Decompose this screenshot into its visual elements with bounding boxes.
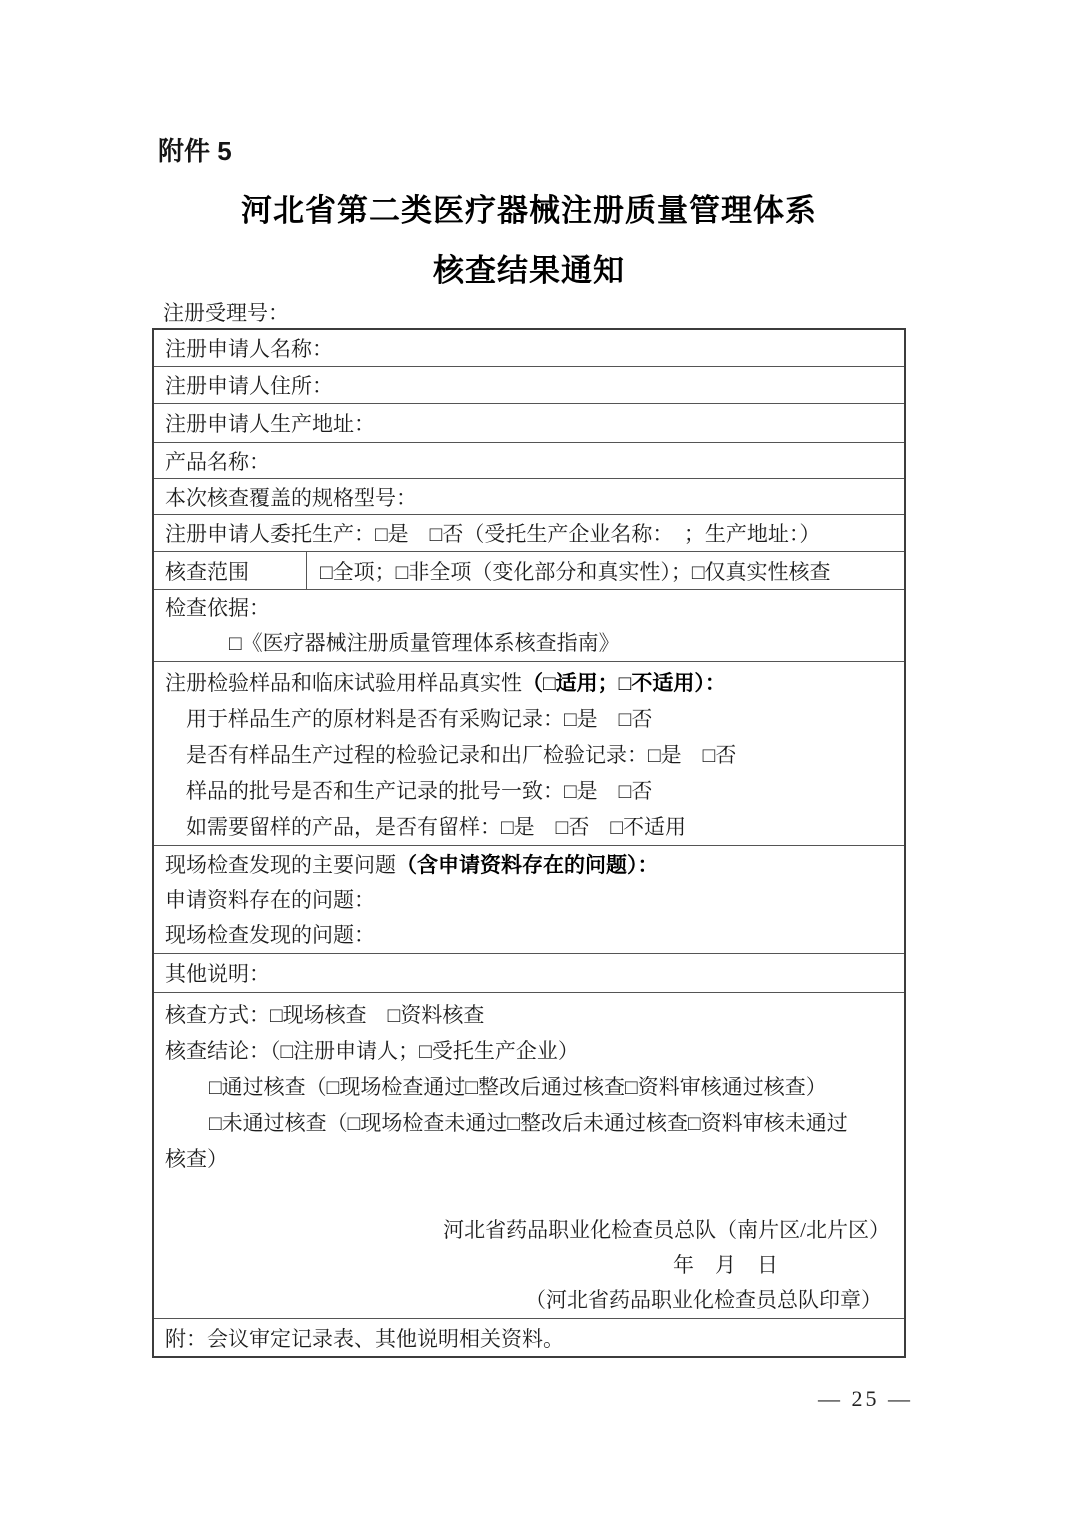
entrusted-production-label: 注册申请人委托生产：□是 □否（受托生产企业名称： ；生产地址：） [165,522,821,546]
document-title-line1: 河北省第二类医疗器械注册质量管理体系 [241,193,817,228]
signer-organization: 河北省药品职业化检查员总队（南片区/北片区） [443,1218,890,1242]
scope-label-cell [154,552,307,589]
official-seal-note: （河北省药品职业化检查员总队印章） [525,1288,882,1312]
conclusion-subject-line: 核查结论：（□注册申请人；□受托生产企业） [165,1039,579,1063]
sample-auth-line-batch-match: 样品的批号是否和生产记录的批号一致：□是 □否 [186,779,653,803]
applicant-address-label: 注册申请人住所： [165,374,333,398]
sample-auth-line-retained-samples: 如需要留样的产品，是否有留样：□是 □否 □不适用 [186,815,687,839]
document-title-line2: 核查结果通知 [433,253,625,288]
sample-auth-options: （□适用；□不适用） [522,671,705,695]
conclusion-pass-line: □通过核查（□现场检查通过□整改后通过核查□资料审核通过核查） [209,1075,827,1099]
conclusion-fail-line: □未通过核查（□现场检查未通过□整改后未通过核查□资料审核未通过 [209,1111,848,1135]
issues-application-materials: 申请资料存在的问题： [165,888,375,912]
sample-authenticity-heading [165,665,896,701]
row-sample-authenticity [154,661,904,845]
spec-models-label: 本次核查覆盖的规格型号： [165,485,417,510]
sample-auth-line-inspection-records: 是否有样品生产过程的检验记录和出厂检验记录：□是 □否 [186,743,737,767]
row-other-notes [154,953,904,992]
row-product-name [154,442,904,478]
scope-label: 核查范围 [165,559,249,584]
row-production-address [154,403,904,442]
conclusion-method-line: 核查方式：□现场核查 □资料核查 [165,1003,485,1027]
row-attachment-note [154,1318,904,1356]
issues-onsite-inspection: 现场检查发现的问题： [165,923,375,947]
signature-date-line: 年 月 日 [673,1253,778,1277]
row-applicant-address [154,366,904,403]
production-address-label: 注册申请人生产地址： [165,412,375,436]
issues-prefix: 现场检查发现的主要问题 [165,853,396,877]
page-number: — 25 — [818,1386,913,1411]
attachment-label: 附件 5 [158,136,232,166]
product-name-label: 产品名称： [165,449,270,474]
sample-auth-colon: ： [704,671,726,695]
basis-option: □《医疗器械注册质量管理体系核查指南》 [229,631,620,655]
row-applicant-name [154,330,904,366]
other-notes-label: 其他说明： [165,962,270,986]
scope-options: □全项；□非全项（变化部分和真实性）；□仅真实性核查 [320,559,831,584]
row-inspection-basis [154,589,904,661]
applicant-name-label: 注册申请人名称： [165,337,333,361]
row-spec-models [154,478,904,514]
sample-auth-prefix: 注册检验样品和临床试验用样品真实性 [165,671,522,695]
verification-form-table [152,328,906,1358]
main-issues-heading [165,848,896,883]
basis-label: 检查依据： [165,596,270,620]
document-content [152,0,906,1358]
row-entrusted-production [154,514,904,551]
issues-colon: ： [637,853,659,877]
row-conclusion [154,992,904,1318]
issues-bold-note: （含申请资料存在的问题） [396,853,638,877]
scope-options-cell [307,552,904,589]
attachment-note-label: 附：会议审定记录表、其他说明相关资料。 [165,1326,564,1351]
sample-auth-line-purchase-records: 用于样品生产的原材料是否有采购记录：□是 □否 [186,707,653,731]
row-main-issues [154,845,904,953]
conclusion-fail-continuation: 核查） [165,1147,228,1171]
row-verification-scope [154,551,904,589]
registration-no-label: 注册受理号： [163,301,289,325]
